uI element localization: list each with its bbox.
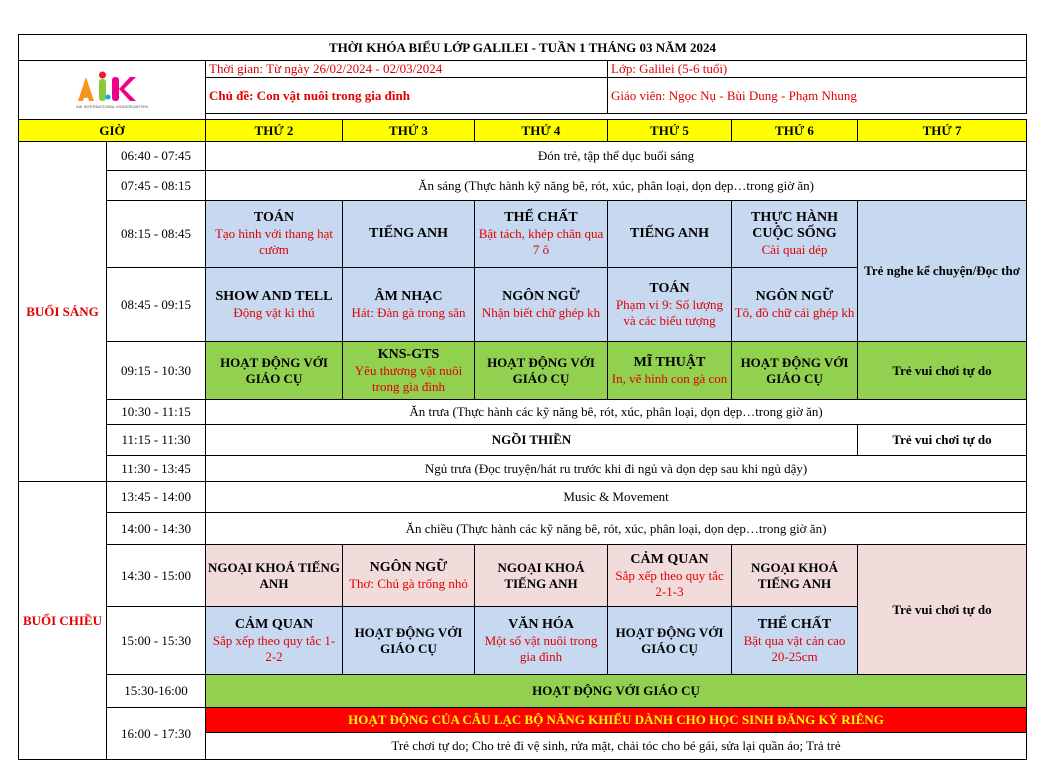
lesson-detail: Cài quai dép [761,242,828,257]
day-header-mon: THỨ 2 [206,120,343,142]
activity-row: Ăn trưa (Thực hành các kỹ năng bê, rót, xúc, phân loại, dọn dẹp…trong giờ ăn) [206,400,1027,425]
teachers: Giáo viên: Ngọc Nụ - Bùi Dung - Phạm Nhung [608,78,1027,114]
activity-row: Ăn chiều (Thực hành các kỹ năng bê, rót, xúc, phân loại, dọn dẹp…trong giờ ăn) [206,513,1027,545]
class-name: Lớp: Galilei (5-6 tuổi) [608,61,1027,78]
lesson-title: TIẾNG ANH [630,226,709,241]
lesson-cell [608,545,732,607]
lesson-detail: Động vật kì thú [233,304,315,320]
time-slot: 14:00 - 14:30 [107,513,206,545]
logo [19,61,206,120]
time-slot: 14:30 - 15:00 [107,545,206,607]
lesson-cell: HOẠT ĐỘNG VỚI GIÁO CỤ [608,607,732,675]
day-header-sat: THỨ 7 [858,120,1027,142]
lesson-title: NGÔN NGỮ [502,288,580,304]
time-slot: 15:30-16:00 [107,675,206,708]
club-activity-bar: HOẠT ĐỘNG CỦA CÂU LẠC BỘ NĂNG KHIẾU DÀNH CHO HỌC SINH ĐĂNG KÝ RIÊNG [206,708,1027,733]
lesson-detail: Sắp xếp theo quy tắc 1-2-2 [212,632,336,664]
day-header-thu: THỨ 5 [608,120,732,142]
lesson-cell [343,268,475,342]
lesson-cell [475,607,608,675]
lesson-title: CẢM QUAN [630,551,709,567]
lesson-cell: Trẻ vui chơi tự do [858,342,1027,400]
lesson-cell [475,201,608,268]
lesson-cell: NGOẠI KHOÁ TIẾNG ANH [732,545,858,607]
day-header-tue: THỨ 3 [343,120,475,142]
lesson-cell [206,268,343,342]
lesson-cell [732,201,858,268]
lesson-detail: Nhận biết chữ ghép kh [481,304,601,320]
lesson-title: TOÁN [253,210,295,225]
lesson-title: VĂN HÓA [508,616,574,632]
lesson-cell: HOẠT ĐỘNG VỚI GIÁO CỤ [343,607,475,675]
lesson-title: NGÔN NGỮ [755,288,834,304]
lesson-cell: HOẠT ĐỘNG VỚI GIÁO CỤ [732,342,858,400]
topic: Chủ đề: Con vật nuôi trong gia đình [206,78,608,114]
lesson-title: ÂM NHẠC [374,288,443,304]
lesson-title: SHOW AND TELL [215,288,333,304]
session-afternoon: BUỔI CHIỀU [19,482,107,760]
lesson-cell [608,201,732,268]
lesson-cell [206,607,343,675]
day-header-fri: THỨ 6 [732,120,858,142]
lesson-detail: Hát: Đàn gà trong sân [351,304,466,320]
lesson-title: TIẾNG ANH [369,226,448,241]
activity-row: NGỒI THIỀN [206,425,858,456]
lesson-cell: Trẻ nghe kể chuyện/Đọc thơ [858,201,1027,342]
activity-row: HOẠT ĐỘNG VỚI GIÁO CỤ [206,675,1027,708]
time-slot: 15:00 - 15:30 [107,607,206,675]
lesson-cell [343,342,475,400]
lesson-cell: Trẻ vui chơi tự do [858,425,1027,456]
lesson-cell [608,342,732,400]
time-slot: 10:30 - 11:15 [107,400,206,425]
lesson-title: CẢM QUAN [234,616,314,632]
time-slot: 09:15 - 10:30 [107,342,206,400]
timetable [18,34,1027,760]
lesson-detail: Sắp xếp theo quy tắc 2-1-3 [615,567,724,599]
lesson-cell [343,545,475,607]
svg-text:AIK INTERNATIONAL KINDERGARTEN: AIK INTERNATIONAL KINDERGARTEN [76,104,148,109]
lesson-cell [475,268,608,342]
lesson-detail: Một số vật nuôi trong gia đình [484,632,598,664]
time-range: Thời gian: Từ ngày 26/02/2024 - 02/03/2024 [206,61,608,78]
lesson-cell [608,268,732,342]
lesson-cell: HOẠT ĐỘNG VỚI GIÁO CỤ [475,342,608,400]
lesson-cell: NGOẠI KHOÁ TIẾNG ANH [206,545,343,607]
lesson-detail: Tạo hình với thang hạt cườm [214,226,334,257]
page-title: THỜI KHÓA BIỂU LỚP GALILEI - TUẦN 1 THÁNG 03 NĂM 2024 [19,35,1027,61]
activity-row: Đón trẻ, tập thể dục buổi sáng [206,142,1027,171]
time-slot: 11:30 - 13:45 [107,456,206,482]
lesson-cell [732,607,858,675]
lesson-detail: Thơ: Chú gà trống nhỏ [349,575,468,591]
time-slot: 07:45 - 08:15 [107,171,206,201]
lesson-title: THỰC HÀNH CUỘC SỐNG [751,210,838,241]
activity-row: Ngủ trưa (Đọc truyện/hát ru trước khi đi ngủ và dọn dẹp sau khi ngủ dậy) [206,456,1027,482]
lesson-title: MĨ THUẬT [633,354,706,370]
lesson-detail: Phạm vi 9: Số lượng và các biểu tượng [615,296,724,328]
lesson-cell [732,268,858,342]
lesson-cell: Trẻ vui chơi tự do [858,545,1027,675]
time-column-header: GIỜ [19,120,206,142]
lesson-title: NGÔN NGỮ [369,559,448,575]
lesson-cell [206,201,343,268]
lesson-cell: HOẠT ĐỘNG VỚI GIÁO CỤ [206,342,343,400]
time-slot: 06:40 - 07:45 [107,142,206,171]
lesson-detail: Bật qua vật cản cao 20-25cm [743,632,846,664]
lesson-title: KNS-GTS [377,346,440,362]
activity-row: Trẻ chơi tự do; Cho trẻ đi vệ sinh, rửa mặt, chải tóc cho bé gái, sửa lại quần áo; Trả trẻ [206,733,1027,760]
lesson-detail: In, vẽ hình con gà con [611,370,728,386]
lesson-detail: Tô, đồ chữ cái ghép kh [734,304,855,320]
session-morning: BUỔI SÁNG [19,142,107,482]
time-slot: 08:15 - 08:45 [107,201,206,268]
lesson-detail: Bật tách, khép chân qua 7 ô [478,226,604,257]
time-slot: 16:00 - 17:30 [107,708,206,760]
lesson-detail: Yêu thương vật nuôi trong gia đình [354,362,463,394]
lesson-title: THỂ CHẤT [504,210,578,225]
activity-row: Music & Movement [206,482,1027,513]
lesson-cell: NGOẠI KHOÁ TIẾNG ANH [475,545,608,607]
time-slot: 13:45 - 14:00 [107,482,206,513]
lesson-title: THỂ CHẤT [757,616,832,632]
time-slot: 11:15 - 11:30 [107,425,206,456]
time-slot: 08:45 - 09:15 [107,268,206,342]
lesson-title: TOÁN [649,280,690,296]
day-header-wed: THỨ 4 [475,120,608,142]
lesson-cell [343,201,475,268]
activity-row: Ăn sáng (Thực hành kỹ năng bê, rót, xúc, phân loại, dọn dẹp…trong giờ ăn) [206,171,1027,201]
aik-logo-icon [72,69,152,111]
